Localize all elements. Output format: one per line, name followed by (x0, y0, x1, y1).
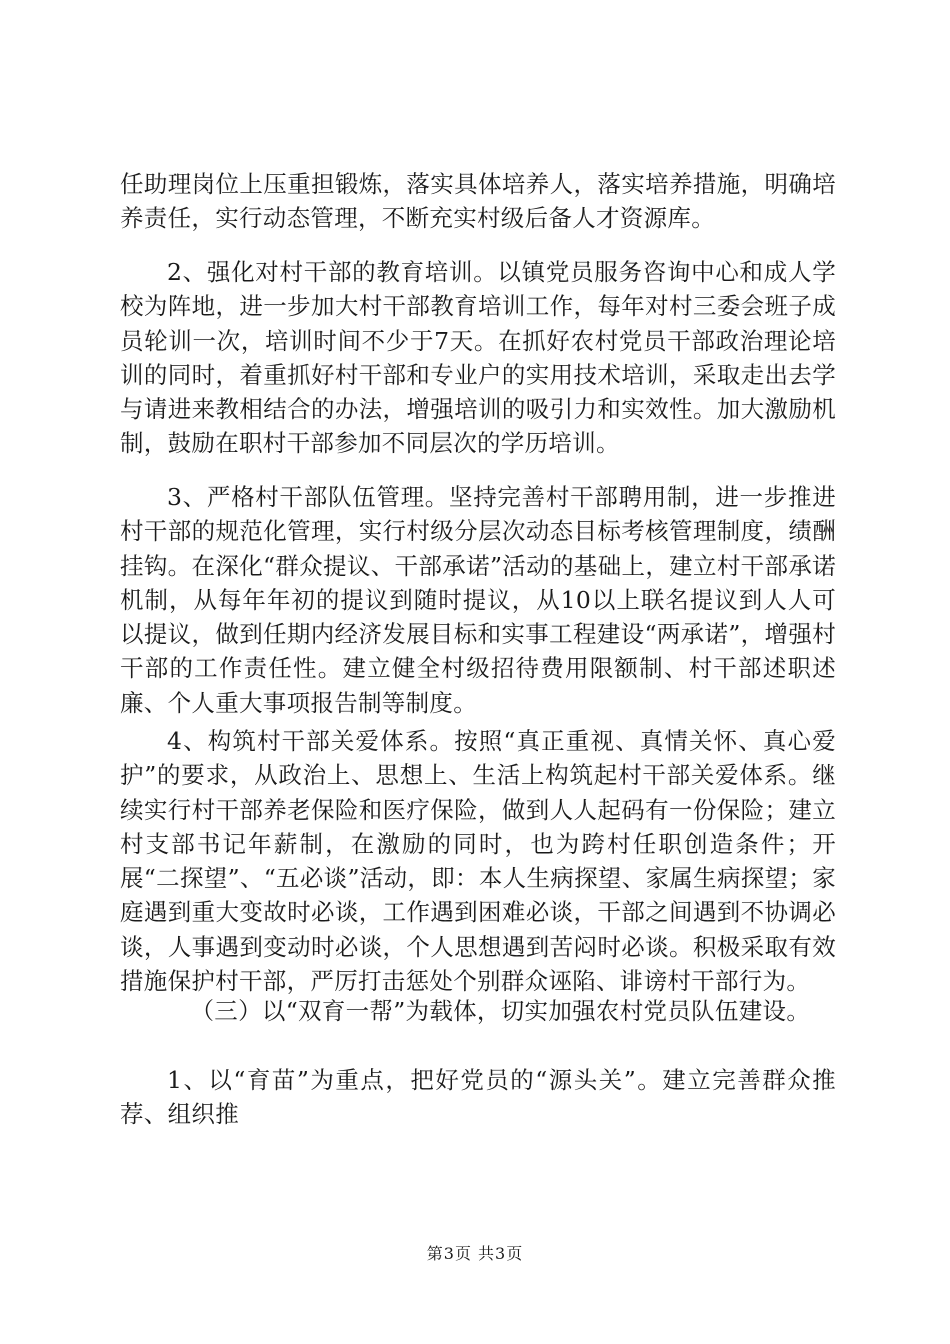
page-footer: 第3页 共3页 (426, 1244, 524, 1263)
section-heading-3: （三）以“双育一帮”为载体，切实加强农村党员队伍建设。 (190, 997, 811, 1025)
paragraph-item-3: 3、严格村干部队伍管理。坚持完善村干部聘用制，进一步推进村干部的规范化管理，实行村级分层次动态目标考核管理制度，绩酬挂钩。在深化“群众提议、干部承诺”活动的基础上，建立村干部承诺机制，从每年年初的提议到随时提议，从10以上联名提议到人人可以提议，做到任期内经济发展目标和实事工程建设“两承诺”，增强村干部的工作责任性。建立健全村级招待费用限额制、村干部述职述廉、个人重大事项报告制等制度。 (120, 483, 836, 717)
paragraph-continuation: 任助理岗位上压重担锻炼，落实具体培养人，落实培养措施，明确培养责任，实行动态管理，不断充实村级后备人才资源库。 (120, 170, 836, 233)
paragraph-item-2: 2、强化对村干部的教育培训。以镇党员服务咨询中心和成人学校为阵地，进一步加大村干部教育培训工作，每年对村三委会班子成员轮训一次，培训时间不少于7天。在抓好农村党员干部政治理论培训的同时，着重抓好村干部和专业户的实用技术培训，采取走出去学与请进来教相结合的办法，增强培训的吸引力和实效性。加大激励机制，鼓励在职村干部参加不同层次的学历培训。 (120, 258, 836, 458)
paragraph-item-4: 4、构筑村干部关爱体系。按照“真正重视、真情关怀、真心爱护”的要求，从政治上、思想上、生活上构筑起村干部关爱体系。继续实行村干部养老保险和医疗保险，做到人人起码有一份保险；建立村支部书记年薪制，在激励的同时，也为跨村任职创造条件；开展“二探望”、“五必谈”活动，即：本人生病探望、家属生病探望；家庭遇到重大变故时必谈，工作遇到困难必谈，干部之间遇到不协调必谈，人事遇到变动时必谈，个人思想遇到苦闷时必谈。积极采取有效措施保护村干部，严厉打击惩处个别群众诬陷、诽谤村干部行为。 (120, 727, 836, 996)
paragraph-item-1: 1、以“育苗”为重点，把好党员的“源头关”。建立完善群众推荐、组织推 (120, 1066, 836, 1129)
